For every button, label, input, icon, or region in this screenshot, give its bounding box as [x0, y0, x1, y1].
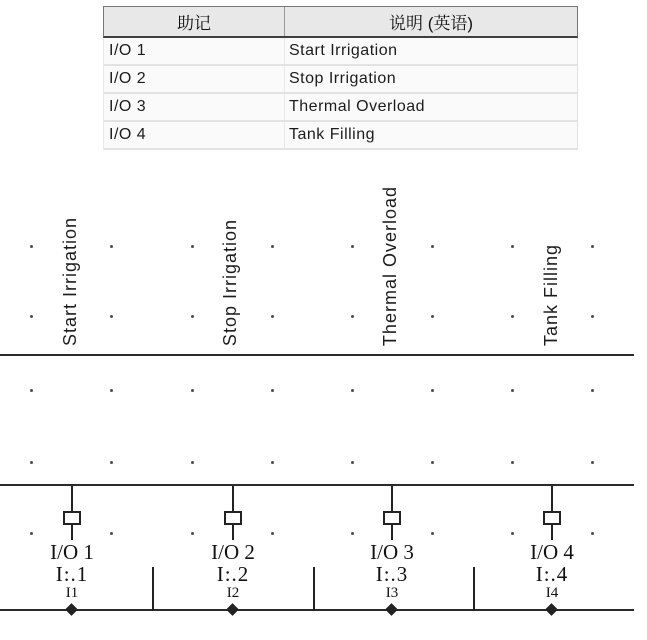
contact-name: I/O 4 — [530, 540, 574, 564]
cell-description[interactable]: Stop Irrigation — [289, 70, 397, 87]
grid-dot — [271, 315, 274, 318]
junction-node-icon — [385, 603, 398, 616]
ladder-rail-middle — [0, 484, 634, 486]
contact-symbol-icon[interactable] — [224, 511, 242, 525]
wire-segment — [71, 525, 73, 540]
wire-segment — [391, 486, 393, 512]
grid-dot — [30, 315, 33, 318]
grid-dot — [271, 245, 274, 248]
grid-dot — [351, 389, 354, 392]
symbol-table — [103, 6, 578, 150]
cell-separator-wire — [473, 567, 475, 611]
grid-dot — [271, 389, 274, 392]
grid-dot — [191, 532, 194, 535]
grid-dot — [30, 532, 33, 535]
ladder-rail-bottom — [0, 609, 634, 611]
grid-dot — [431, 315, 434, 318]
table-row-io4[interactable] — [104, 122, 577, 150]
grid-dot — [110, 461, 113, 464]
grid-dot — [110, 245, 113, 248]
wire-segment — [551, 525, 553, 540]
grid-dot — [431, 461, 434, 464]
grid-dot — [511, 389, 514, 392]
contact-tag: I2 — [226, 585, 240, 601]
junction-node-icon — [226, 603, 239, 616]
wire-segment — [551, 486, 553, 512]
wire-segment — [232, 486, 234, 512]
grid-dot — [591, 245, 594, 248]
grid-dot — [351, 245, 354, 248]
cell-mnemonic[interactable]: I/O 3 — [104, 94, 285, 120]
contact-address: I:.3 — [375, 562, 409, 586]
contact-symbol-icon[interactable] — [543, 511, 561, 525]
grid-dot — [431, 245, 434, 248]
table-row-io3[interactable] — [104, 94, 577, 122]
table-row-io1[interactable] — [104, 38, 577, 66]
contact-name: I/O 1 — [50, 540, 94, 564]
grid-dot — [30, 389, 33, 392]
grid-dot — [591, 532, 594, 535]
rung-comment-start-irrigation: Start Irrigation — [60, 216, 80, 346]
contact-address: I:.1 — [55, 562, 89, 586]
cell-separator-wire — [152, 567, 154, 611]
grid-dot — [191, 245, 194, 248]
contact-tag: I4 — [545, 585, 559, 601]
symbol-table-header-row — [103, 6, 578, 38]
grid-dot — [271, 532, 274, 535]
grid-dot — [110, 532, 113, 535]
contact-tag: I3 — [385, 585, 399, 601]
grid-dot — [30, 245, 33, 248]
grid-dot — [191, 461, 194, 464]
junction-node-icon — [65, 603, 78, 616]
cell-description[interactable]: Thermal Overload — [289, 98, 426, 115]
contact-address: I:.4 — [535, 562, 569, 586]
grid-dot — [511, 315, 514, 318]
contact-address: I:.2 — [216, 562, 250, 586]
junction-node-icon — [545, 603, 558, 616]
grid-dot — [591, 461, 594, 464]
grid-dot — [30, 461, 33, 464]
grid-dot — [191, 315, 194, 318]
wire-segment — [71, 486, 73, 512]
cell-mnemonic[interactable]: I/O 1 — [104, 38, 285, 64]
grid-dot — [351, 532, 354, 535]
symbol-table-body — [103, 38, 578, 150]
contact-symbol-icon[interactable] — [383, 511, 401, 525]
column-header-mnemonic[interactable]: 助记 — [104, 7, 285, 36]
grid-dot — [351, 315, 354, 318]
grid-dot — [591, 315, 594, 318]
contact-name: I/O 3 — [370, 540, 414, 564]
cell-description[interactable]: Tank Filling — [289, 126, 376, 143]
table-row-io2[interactable] — [104, 66, 577, 94]
grid-dot — [591, 389, 594, 392]
grid-dot — [271, 461, 274, 464]
grid-dot — [110, 389, 113, 392]
grid-dot — [431, 389, 434, 392]
cell-mnemonic[interactable]: I/O 2 — [104, 66, 285, 92]
grid-dot — [511, 245, 514, 248]
grid-dot — [511, 461, 514, 464]
grid-dot — [110, 315, 113, 318]
rung-comment-thermal-overload: Thermal Overload — [380, 185, 400, 346]
contact-tag: I1 — [65, 585, 79, 601]
grid-dot — [511, 532, 514, 535]
grid-dot — [431, 532, 434, 535]
ladder-rail-top — [0, 354, 634, 356]
cell-description[interactable]: Start Irrigation — [289, 42, 398, 59]
wire-segment — [232, 525, 234, 540]
rung-comment-tank-filling: Tank Filling — [541, 243, 561, 346]
cell-mnemonic[interactable]: I/O 4 — [104, 122, 285, 148]
grid-dot — [351, 461, 354, 464]
column-header-description[interactable]: 说明 (英语) — [388, 14, 474, 33]
contact-symbol-icon[interactable] — [63, 511, 81, 525]
rung-comment-stop-irrigation: Stop Irrigation — [220, 218, 240, 346]
grid-dot — [191, 389, 194, 392]
cell-separator-wire — [313, 567, 315, 611]
contact-name: I/O 2 — [211, 540, 255, 564]
wire-segment — [391, 525, 393, 540]
